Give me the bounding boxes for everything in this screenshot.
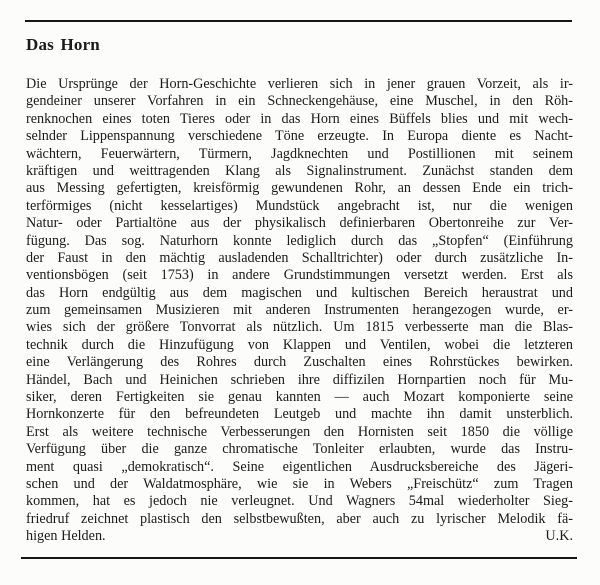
text-line: zum gemeinsamen Musizieren mit anderen Instrumenten herangezogen wurde, er-: [26, 302, 573, 319]
text-line: eine Verlängerung des Rohres durch Zuschalten eines Rohrstückes bewirken.: [26, 354, 573, 371]
text-line: Hornkonzerte für den befreundeten Leutgeb und machte ihn damit unsterblich.: [26, 406, 573, 423]
last-line-text: higen Helden.: [26, 528, 106, 545]
text-line: friedruf zeichnet plastisch den selbstbewußten, aber auch zu lyrischer Melodik fä-: [26, 510, 573, 527]
article-title: Das Horn: [26, 35, 100, 54]
text-line: kommen, hat es jedoch nie verleugnet. Und Wagners 54mal wiederholter Sieg-: [26, 493, 573, 510]
text-line: ventionsbögen (seit 1753) in andere Grundstimmungen versetzt werden. Erst als: [26, 267, 573, 284]
text-line: wies sich der größere Tonvorrat als nützlich. Um 1815 verbesserte man die Blas-: [26, 319, 573, 336]
text-line: schen und der Waldatmosphäre, wie sie in Webers „Freischütz“ zum Tragen: [26, 475, 573, 492]
text-line: Natur- oder Partialtöne aus der physikalisch definierbaren Obertonreihe zur Ver-: [26, 215, 573, 232]
text-line: siker, deren Fertigkeiten sie genau kannten — auch Mozart komponierte seine: [26, 389, 573, 406]
text-line: Verfügung über die ganze chromatische Tonleiter erlaubten, wurde das Instru-: [26, 441, 573, 458]
text-line: der Faust in den mächtig ausladenden Schalltrichter) oder durch zusätzliche In-: [26, 249, 573, 266]
text-line: Erst als weitere technische Verbesserungen den Hornisten seit 1850 die völlige: [26, 423, 573, 440]
text-line: Die Ursprünge der Horn-Geschichte verlieren sich in jener grauen Vorzeit, als ir-: [26, 76, 573, 92]
paragraph-lines: [26, 76, 573, 528]
text-line: renknochen eines toten Tieres oder in das Horn eines Büffels blies und mit wech-: [26, 110, 573, 127]
top-rule: [25, 20, 572, 22]
text-line: wächtern, Feuerwärtern, Türmern, Jagdknechten und Postillionen mit seinem: [26, 145, 573, 162]
text-line: terförmiges (nicht kesselartiges) Mundstück angebracht ist, nur die wenigen: [26, 197, 573, 214]
text-line: kräftigen und weittragenden Klang als Signalinstrument. Zunächst standen dem: [26, 162, 573, 179]
text-line: selnder Lippenspannung verschiedene Töne erzeugte. In Europa diente es Nacht-: [26, 128, 573, 145]
bottom-rule: [21, 557, 577, 559]
text-line: das Horn endgültig aus dem magischen und kultischen Bereich heraustrat und: [26, 284, 573, 301]
text-line: gendeiner unserer Vorfahren in ein Schneckengehäuse, eine Muschel, in den Röh-: [26, 93, 573, 110]
text-line: fügung. Das sog. Naturhorn konnte lediglich durch das „Stopfen“ (Einführung: [26, 232, 573, 249]
text-line: aus Messing gefertigten, kreisförmig gewundenen Rohr, an dessen Ende ein trich-: [26, 180, 573, 197]
text-line: ment quasi „demokratisch“. Seine eigentlichen Ausdrucksbereiche des Jägeri-: [26, 458, 573, 475]
text-line: technik durch die Hinzufügung von Klappen und Ventilen, wobei die letzteren: [26, 336, 573, 353]
text-line: Händel, Bach und Heinichen schrieben ihre diffizilen Hornpartien noch für Mu-: [26, 371, 573, 388]
author-initials: U.K.: [545, 528, 573, 545]
last-line: [26, 528, 573, 545]
article-body: [26, 76, 573, 546]
